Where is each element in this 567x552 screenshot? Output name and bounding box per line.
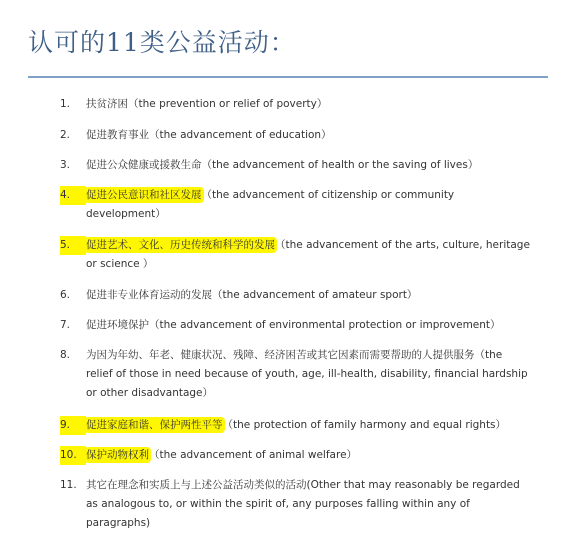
item-number: 2.: [60, 129, 71, 141]
item-english-text: (Other that may reasonably be regarded as analogous to, or within the spirit of, any purposes falling within any of paragraphs): [86, 479, 520, 529]
item-number: 8.: [60, 349, 71, 361]
item-english-text: （the advancement of animal welfare）: [149, 449, 358, 461]
item-number: 3.: [60, 159, 71, 171]
item-english-text: （the advancement of environmental protection or improvement）: [149, 319, 501, 331]
item-chinese-text: 促进艺术、文化、历史传统和科学的发展: [86, 239, 275, 251]
item-number: 7.: [60, 319, 71, 331]
item-english-text: （the relief of those in need because of youth, age, ill-health, disability, financial hardship or other disadvantage）: [86, 349, 528, 399]
item-english-text: （the advancement of education）: [149, 129, 332, 141]
list-item-6: [60, 286, 530, 305]
item-number: 1.: [60, 98, 71, 110]
list-item-11: [60, 476, 530, 533]
item-number: 5.: [60, 236, 86, 255]
list-item-5: [60, 236, 530, 274]
item-chinese-text: 扶贫济困: [86, 98, 128, 110]
item-chinese-text: 促进教育事业: [86, 129, 149, 141]
item-chinese-text: 保护动物权利: [86, 449, 149, 461]
list-item-7: [60, 316, 530, 335]
item-chinese-text: 促进非专业体育运动的发展: [86, 289, 212, 301]
item-chinese-text: 促进公民意识和社区发展: [86, 189, 202, 201]
item-chinese-text: 促进公众健康或援救生命: [86, 159, 202, 171]
item-english-text: （the advancement of the arts, culture, heritage or science ）: [86, 239, 530, 270]
item-number: 4.: [60, 186, 86, 205]
list-item-10: [60, 446, 530, 465]
item-chinese-text: 其它在理念和实质上与上述公益活动类似的活动: [86, 479, 307, 491]
item-english-text: （the prevention or relief of poverty）: [128, 98, 328, 110]
item-english-text: （the protection of family harmony and equal rights）: [222, 419, 507, 431]
item-chinese-text: 促进家庭和谐、保护两性平等: [86, 419, 223, 431]
slide-title: 认可的11类公益活动：: [28, 28, 296, 57]
item-number: 9.: [60, 416, 86, 435]
title-divider: [28, 76, 548, 78]
list-item-2: [60, 126, 530, 145]
item-english-text: （the advancement of citizenship or community development）: [86, 189, 455, 220]
list-item-3: [60, 156, 530, 175]
item-number: 6.: [60, 289, 71, 301]
item-english-text: （the advancement of health or the saving of lives）: [201, 159, 479, 171]
item-number: 11.: [60, 479, 77, 491]
item-english-text: （the advancement of amateur sport）: [212, 289, 418, 301]
list-item-9: [60, 416, 530, 435]
list-item-1: [60, 95, 530, 114]
list-item-8: [60, 346, 530, 403]
item-chinese-text: 为因为年幼、年老、健康状况、残障、经济困苦或其它因素而需要帮助的人提供服务: [86, 349, 475, 361]
item-chinese-text: 促进环境保护: [86, 319, 149, 331]
list-item-4: [60, 186, 530, 224]
item-number: 10.: [60, 446, 86, 465]
